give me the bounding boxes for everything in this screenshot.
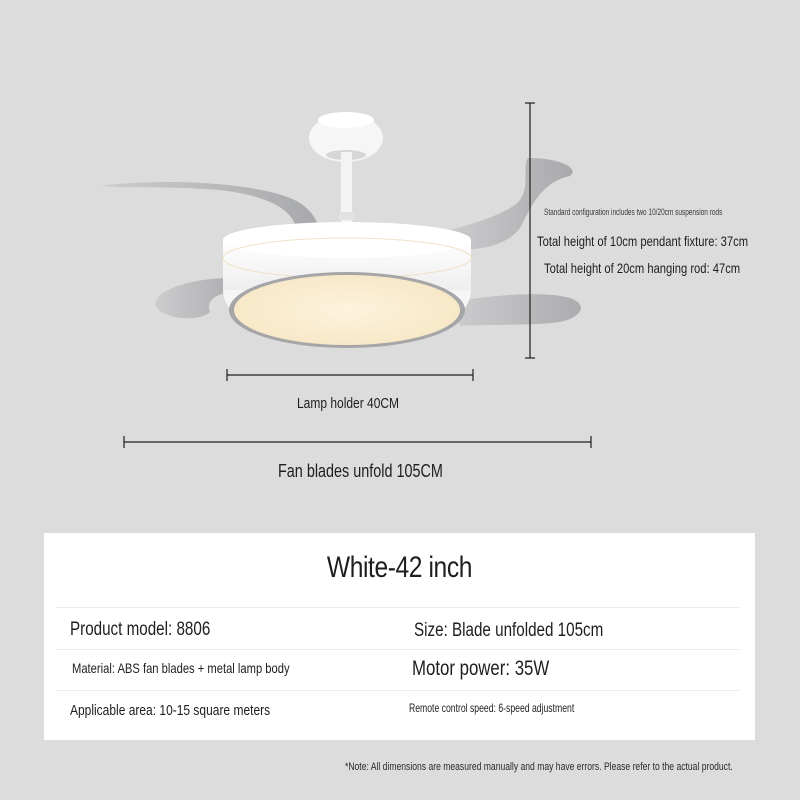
spec-applicable-area: Applicable area: 10-15 square meters <box>70 702 271 719</box>
suspension-rod-note: Standard configuration includes two 10/20cm suspension rods <box>544 207 723 217</box>
height-10cm-label: Total height of 10cm pendant fixture: 37cm <box>537 233 749 249</box>
lamp-holder-label: Lamp holder 40CM <box>297 395 400 412</box>
divider <box>56 690 740 691</box>
height-20cm-label: Total height of 20cm hanging rod: 47cm <box>544 260 741 276</box>
spec-size: Size: Blade unfolded 105cm <box>414 620 604 641</box>
spec-motor-power: Motor power: 35W <box>412 657 550 680</box>
blade-span-dimension-line <box>124 436 591 448</box>
divider <box>56 649 740 650</box>
spec-title: White-42 inch <box>326 551 473 584</box>
spec-card <box>44 533 755 740</box>
fan-blade-lower-right <box>450 294 581 326</box>
spec-remote-speed: Remote control speed: 6-speed adjustment <box>409 701 575 715</box>
spec-material: Material: ABS fan blades + metal lamp body <box>72 660 290 676</box>
lamp-holder-dimension-line <box>227 369 473 381</box>
spec-product-model: Product model: 8806 <box>70 619 211 640</box>
downrod <box>341 152 352 222</box>
blade-span-label: Fan blades unfold 105CM <box>278 461 443 481</box>
footnote: *Note: All dimensions are measured manually and may have errors. Please refer to the actual product. <box>345 761 733 773</box>
divider <box>56 607 740 608</box>
lamp-body-top <box>223 222 471 258</box>
